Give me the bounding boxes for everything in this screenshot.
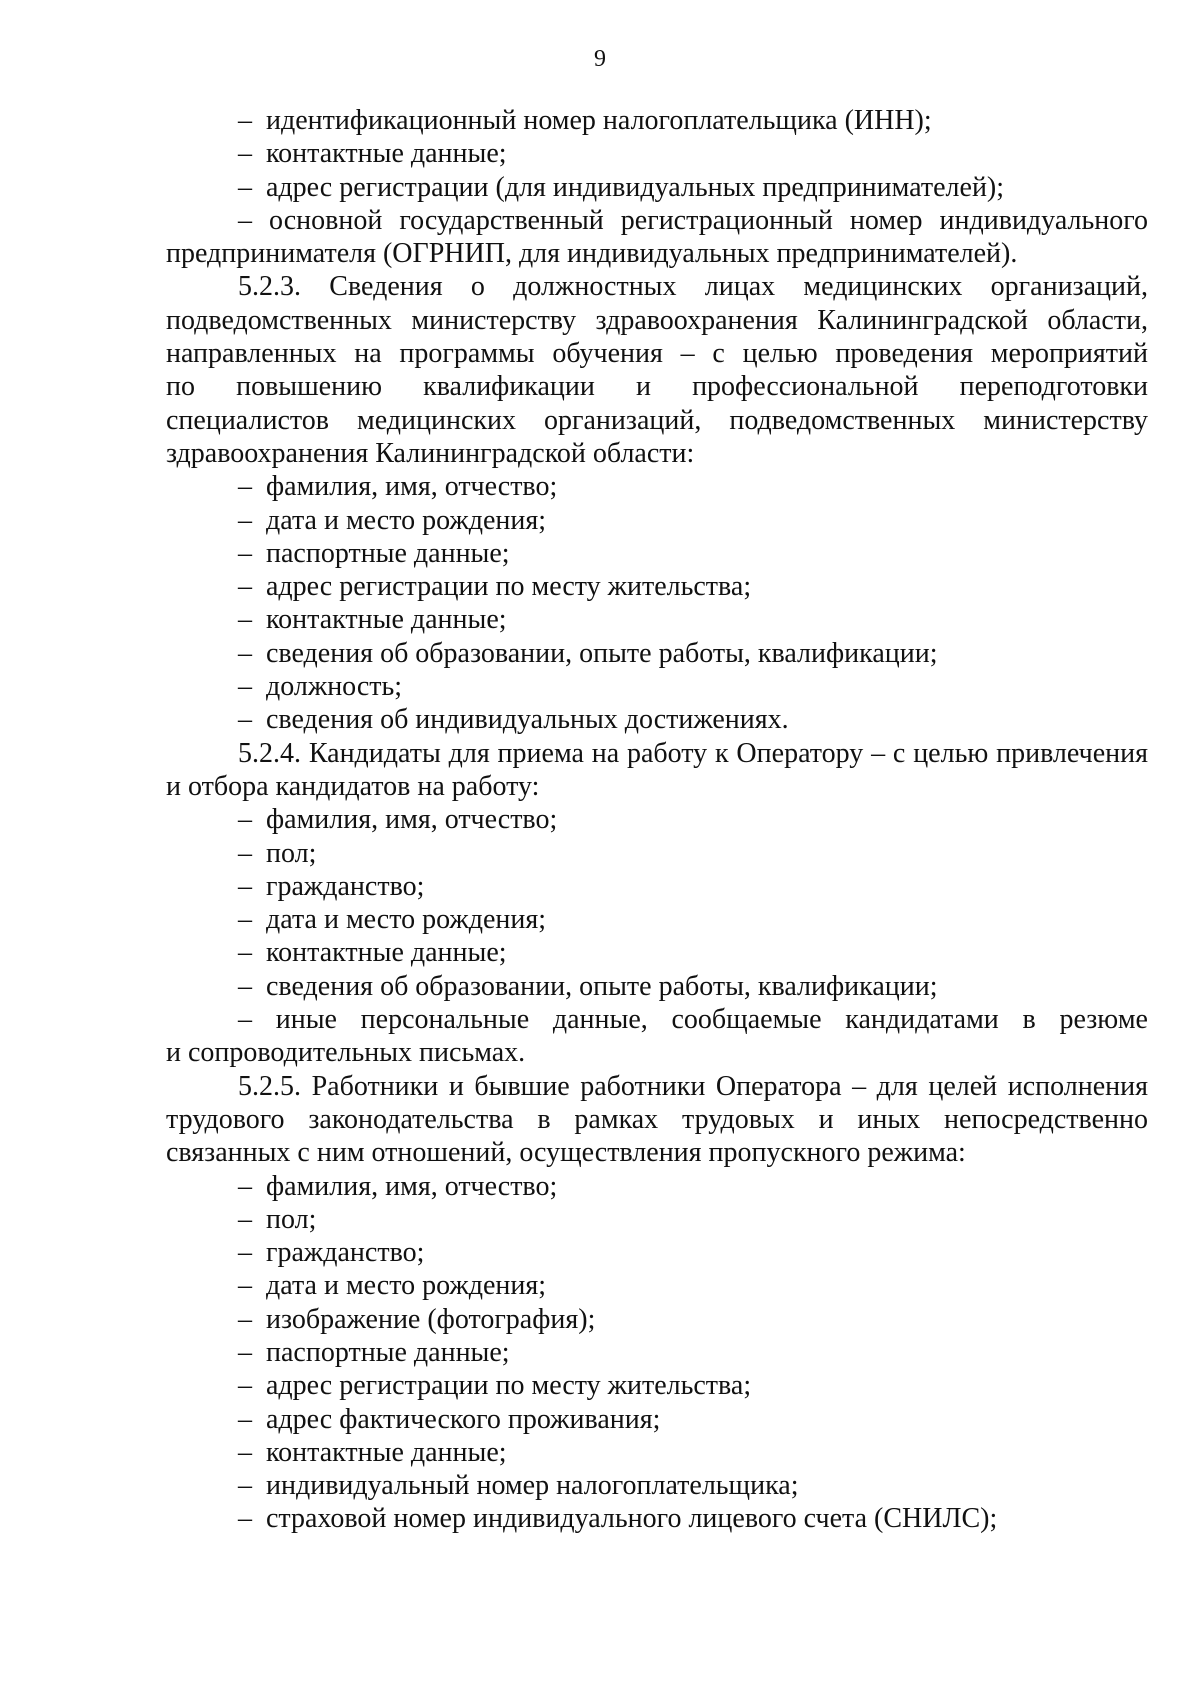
list-item: – фамилия, имя, отчество; (238, 471, 558, 503)
section-5-2-3 (166, 270, 1148, 736)
list-item: – адрес регистрации по месту жительства; (238, 571, 752, 603)
list-item: – дата и место рождения; (238, 504, 547, 536)
list-item: – дата и место рождения; (238, 1270, 547, 1302)
section-5-2-4-heading: 5.2.4. Кандидаты для приема на работу к Оператору – с целью привлечения и отбора кандидатов на работу: (166, 737, 1148, 802)
page-number: 9 (594, 46, 606, 72)
list-block-1 (166, 104, 1148, 270)
list-item: – контактные данные; (238, 937, 507, 969)
section-5-2-4 (166, 737, 1148, 1070)
ogrnip-item: – основной государственный регистрационный номер индивидуального предпринимателя (ОГРНИП, для индивидуальных предпринимателей). (166, 204, 1148, 270)
list-item: – сведения об образовании, опыте работы, квалификации; (238, 970, 938, 1002)
list-item: – дата и место рождения; (238, 904, 547, 936)
list-item: – сведения об образовании, опыте работы, квалификации; (238, 637, 938, 669)
list-item: – пол; (238, 1203, 317, 1235)
list-item: – контактные данные; (238, 1436, 507, 1468)
list-item: – сведения об индивидуальных достижениях. (238, 704, 789, 736)
list-item: – изображение (фотография); (238, 1303, 596, 1335)
list-item: – паспортные данные; (238, 537, 510, 569)
page-content (166, 104, 1148, 1536)
section-5-2-5 (166, 1070, 1148, 1536)
list-item: – паспортные данные; (238, 1336, 510, 1368)
list-item: – адрес регистрации по месту жительства; (238, 1370, 752, 1402)
list-item: – индивидуальный номер налогоплательщика; (238, 1470, 799, 1502)
list-item: – адрес фактического проживания; (238, 1403, 661, 1435)
section-5-2-5-heading: 5.2.5. Работники и бывшие работники Оператора – для целей исполнения трудового законодательства в рамках трудовых и иных непосредственно связанных с ним отношений, осуществления пропускного режима: (166, 1070, 1148, 1169)
list-item: – должность; (238, 671, 403, 703)
list-item: – пол; (238, 837, 317, 869)
list-item: – гражданство; (238, 1237, 425, 1269)
list-item: – фамилия, имя, отчество; (238, 1170, 558, 1202)
list-item: – фамилия, имя, отчество; (238, 804, 558, 836)
other-data-item: – иные персональные данные, сообщаемые кандидатами в резюме и сопроводительных письмах. (166, 1004, 1148, 1069)
list-item: – гражданство; (238, 870, 425, 902)
list-item: – страховой номер индивидуального лицевого счета (СНИЛС); (238, 1503, 998, 1535)
list-item: – контактные данные; (238, 604, 507, 636)
section-5-2-3-heading: 5.2.3. Сведения о должностных лицах медицинских организаций, подведомственных министерству здравоохранения Калининградской области, направленных на программы обучения – с целью проведения мероприятий по повышению квалификации и профессиональной переподготовки специалистов медицинских организаций, подведомственных министерству здравоохранения Калининградской области: (166, 271, 1148, 469)
list-item: – адрес регистрации (для индивидуальных предпринимателей); (238, 171, 1005, 203)
list-item: – контактные данные; (238, 138, 507, 170)
list-item: – идентификационный номер налогоплательщика (ИНН); (238, 105, 932, 136)
